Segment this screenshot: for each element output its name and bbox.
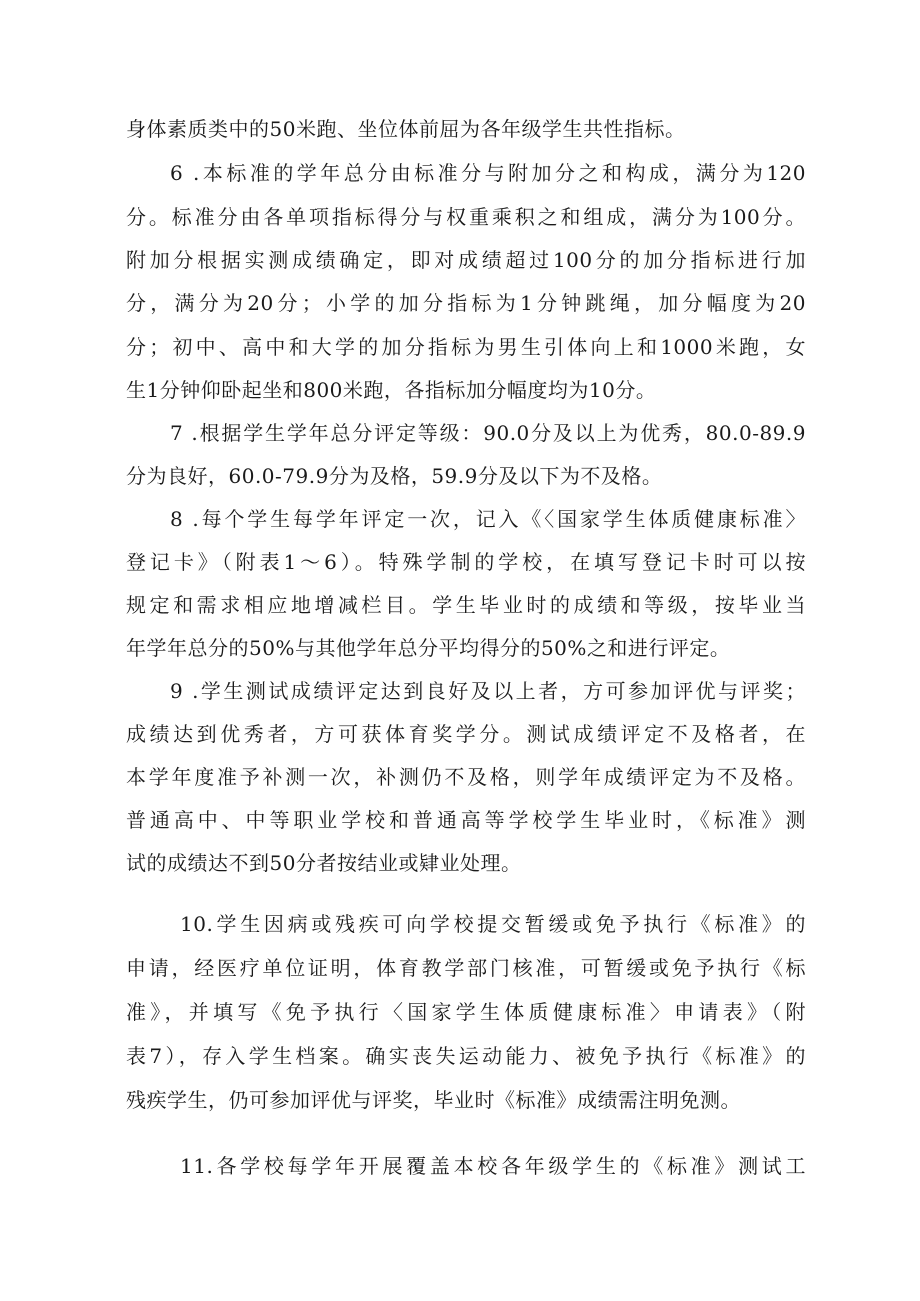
text-line: 9 .学生测试成绩评定达到良好及以上者，方可参加评优与评奖； bbox=[170, 679, 806, 703]
text-line: 分。标准分由各单项指标得分与权重乘积之和组成，满分为100分。 bbox=[126, 205, 806, 229]
text-line: 申请，经医疗单位证明，体育教学部门核准，可暂缓或免予执行《标 bbox=[126, 956, 806, 980]
text-line: 11.各学校每学年开展覆盖本校各年级学生的《标准》测试工 bbox=[180, 1154, 806, 1178]
text-line: 成绩达到优秀者，方可获体育奖学分。测试成绩评定不及格者，在 bbox=[126, 722, 806, 746]
text-line: 残疾学生，仍可参加评优与评奖，毕业时《标准》成绩需注明免测。 bbox=[126, 1088, 741, 1112]
text-line: 8 .每个学生每学年评定一次，记入《〈国家学生体质健康标准〉 bbox=[170, 507, 806, 531]
text-line: 年学年总分的50%与其他学年总分平均得分的50%之和进行评定。 bbox=[126, 636, 731, 660]
text-line: 准》，并填写《免予执行〈国家学生体质健康标准〉申请表》（附 bbox=[126, 1000, 806, 1024]
text-line: 规定和需求相应地增减栏目。学生毕业时的成绩和等级，按毕业当 bbox=[126, 593, 806, 617]
text-line: 10.学生因病或残疾可向学校提交暂缓或免予执行《标准》的 bbox=[180, 912, 806, 936]
text-line: 附加分根据实测成绩确定，即对成绩超过100分的加分指标进行加 bbox=[126, 248, 806, 272]
text-line: 生1分钟仰卧起坐和800米跑，各指标加分幅度均为10分。 bbox=[126, 378, 657, 402]
text-line: 试的成绩达不到50分者按结业或肄业处理。 bbox=[126, 851, 522, 875]
text-line: 分为良好，60.0-79.9分为及格，59.9分及以下为不及格。 bbox=[126, 464, 663, 488]
text-line: 身体素质类中的50米跑、坐位体前屈为各年级学生共性指标。 bbox=[126, 117, 686, 141]
text-line: 分；初中、高中和大学的加分指标为男生引体向上和1000米跑，女 bbox=[126, 335, 806, 359]
text-line: 6 .本标准的学年总分由标准分与附加分之和构成，满分为120 bbox=[170, 161, 806, 185]
text-line: 分，满分为20分；小学的加分指标为1分钟跳绳，加分幅度为20 bbox=[126, 291, 806, 315]
text-line: 表7），存入学生档案。确实丧失运动能力、被免予执行《标准》的 bbox=[126, 1044, 806, 1068]
text-line: 本学年度准予补测一次，补测仍不及格，则学年成绩评定为不及格。 bbox=[126, 765, 806, 789]
text-line: 7 .根据学生学年总分评定等级：90.0分及以上为优秀，80.0-89.9 bbox=[170, 421, 806, 445]
text-line: 普通高中、中等职业学校和普通高等学校学生毕业时，《标准》测 bbox=[126, 808, 806, 832]
text-line: 登记卡》（附表1～6）。特殊学制的学校，在填写登记卡时可以按 bbox=[126, 550, 806, 574]
